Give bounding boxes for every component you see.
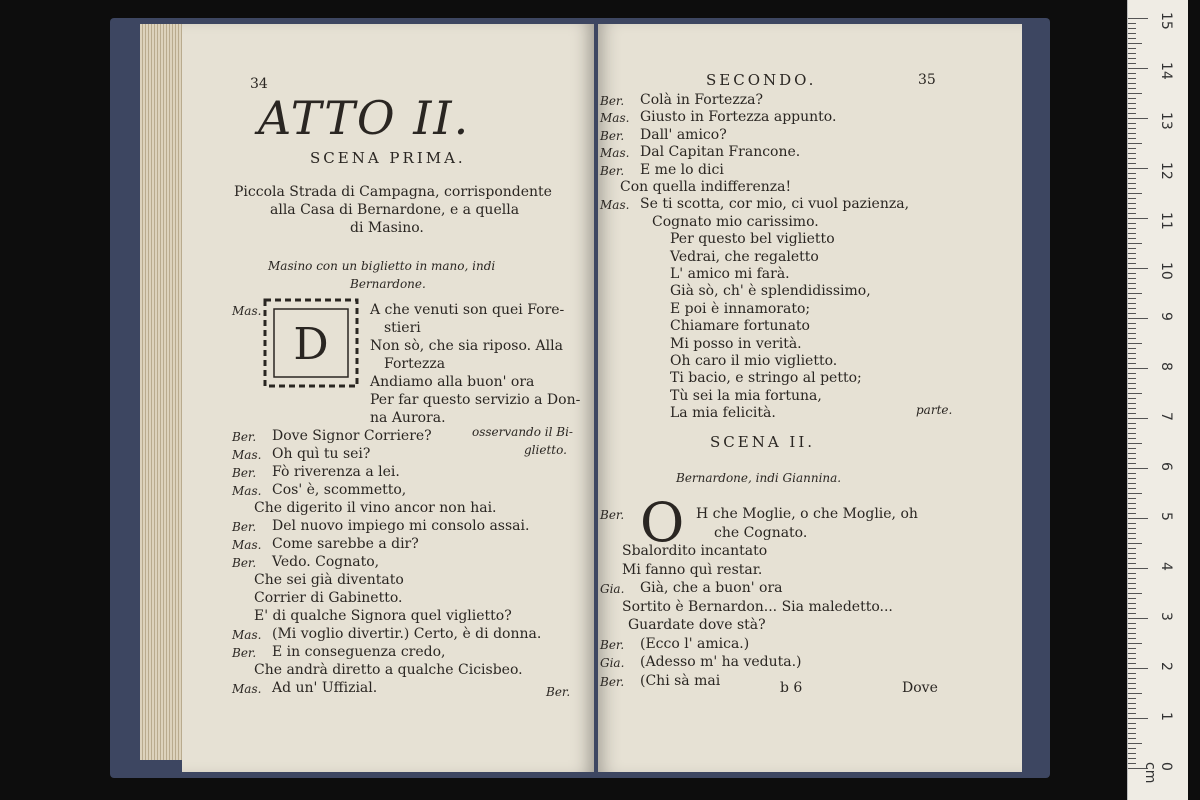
ruler-tick: [1128, 118, 1148, 119]
setting-line: Piccola Strada di Campagna, corrispondente: [234, 184, 552, 200]
dialogue-line: H che Moglie, o che Moglie, oh: [696, 506, 918, 522]
dialogue-line: Sortito è Bernardon... Sia maledetto...: [622, 598, 893, 615]
ruler-tick: [1128, 248, 1136, 249]
ruler-tick: [1128, 593, 1142, 594]
ruler-tick: [1128, 363, 1136, 364]
ruler-tick: [1128, 278, 1136, 279]
ruler-tick: [1128, 263, 1136, 264]
dialogue-line: Che andrà diretto a qualche Cicisbeo.: [254, 662, 523, 678]
ruler-tick: [1128, 453, 1136, 454]
ruler-tick: [1128, 313, 1136, 314]
ruler-tick: [1128, 368, 1148, 369]
ruler-tick: [1128, 403, 1136, 404]
ruler-tick: [1128, 143, 1142, 144]
stage-aside: glietto.: [524, 443, 567, 457]
running-header: SECONDO.: [706, 71, 817, 89]
dialogue-line: Vedrai, che regaletto: [670, 248, 819, 265]
dialogue-line: Ad un' Uffizial.: [272, 680, 378, 696]
dialogue-line: E me lo dici: [640, 161, 724, 178]
ruler-tick: [1128, 548, 1136, 549]
speaker-label: Ber.: [600, 637, 625, 652]
ruler-tick: [1128, 43, 1142, 44]
dialogue-line: E poi è innamorato;: [670, 300, 811, 317]
ruler-tick: [1128, 748, 1136, 749]
ruler-tick: [1128, 643, 1142, 644]
ruler-tick: [1128, 448, 1136, 449]
dialogue-line: Dall' amico?: [640, 126, 727, 143]
ruler-tick: [1128, 318, 1148, 319]
ruler-tick: [1128, 273, 1136, 274]
catchword-right: Dove: [902, 680, 938, 696]
dialogue-line: Cognato mio carissimo.: [652, 213, 819, 230]
ruler-tick: [1128, 353, 1136, 354]
ruler-tick: [1128, 193, 1142, 194]
ruler-tick: [1128, 463, 1136, 464]
dialogue-line: stieri: [384, 320, 421, 336]
ruler-tick: [1128, 608, 1136, 609]
dialogue-line: Per questo bel viglietto: [670, 231, 835, 248]
ruler-tick: [1128, 703, 1136, 704]
ruler-tick: [1128, 658, 1136, 659]
dialogue-line: na Aurora.: [370, 410, 446, 426]
ruler-tick: [1128, 83, 1136, 84]
dialogue-line: Ti bacio, e stringo al petto;: [670, 370, 862, 387]
ruler-tick: [1128, 28, 1136, 29]
dialogue-line: Dove Signor Corriere?: [272, 428, 432, 444]
ruler-number: 4: [1158, 562, 1174, 571]
dialogue-line: Fortezza: [384, 356, 446, 372]
ruler-tick: [1128, 428, 1136, 429]
ruler-tick: [1128, 98, 1136, 99]
ruler-tick: [1128, 78, 1136, 79]
ruler-tick: [1128, 238, 1136, 239]
ruler-tick: [1128, 523, 1136, 524]
ruler-tick: [1128, 648, 1136, 649]
ruler-tick: [1128, 683, 1136, 684]
ruler-tick: [1128, 728, 1136, 729]
ruler-tick: [1128, 553, 1136, 554]
ruler-tick: [1128, 763, 1136, 764]
dialogue-line: (Ecco l' amica.): [640, 635, 750, 652]
exit-direction: parte.: [916, 403, 953, 417]
ruler-number: 11: [1158, 212, 1174, 230]
ruler-number: 7: [1158, 412, 1174, 421]
ruler-tick: [1128, 173, 1136, 174]
ruler-tick: [1128, 133, 1136, 134]
ruler-tick: [1128, 573, 1136, 574]
ruler-number: 15: [1158, 12, 1174, 30]
initial-letter-o: O: [640, 491, 685, 554]
ruler-tick: [1128, 418, 1148, 419]
ruler-tick: [1128, 578, 1136, 579]
speaker-label: Mas.: [232, 304, 262, 318]
ruler-tick: [1128, 598, 1136, 599]
ruler-tick: [1128, 733, 1136, 734]
ruler-tick: [1128, 158, 1136, 159]
dialogue-line: Colà in Fortezza?: [640, 92, 763, 108]
ruler-tick: [1128, 498, 1136, 499]
ruler-tick: [1128, 308, 1136, 309]
ruler-tick: [1128, 88, 1136, 89]
speaker-label: Ber.: [600, 508, 625, 522]
ruler-tick: [1128, 33, 1136, 34]
ruler-tick: [1128, 508, 1136, 509]
ruler-tick: [1128, 528, 1136, 529]
ruler-tick: [1128, 623, 1136, 624]
ruler-tick: [1128, 513, 1136, 514]
dialogue-line: Già sò, ch' è splendidissimo,: [670, 283, 871, 300]
speaker-label: Mas.: [232, 484, 262, 498]
ruler-tick: [1128, 168, 1148, 169]
stage-direction: Bernardone.: [350, 277, 426, 291]
dialogue-line: Andiamo alla buon' ora: [370, 374, 535, 390]
ruler-tick: [1128, 743, 1142, 744]
dialogue-line: Guardate dove stà?: [628, 617, 766, 633]
ruler-tick: [1128, 218, 1148, 219]
ruler-tick: [1128, 288, 1136, 289]
ruler-tick: [1128, 228, 1136, 229]
ruler-tick: [1128, 603, 1136, 604]
ruler-tick: [1128, 618, 1148, 619]
ruler-tick: [1128, 163, 1136, 164]
dialogue-line: Con quella indifferenza!: [620, 179, 792, 195]
ruler-tick: [1128, 328, 1136, 329]
speaker-label: Ber.: [600, 163, 625, 178]
speaker-label: Mas.: [600, 198, 630, 213]
dialogue-line: Mi fanno quì restar.: [622, 561, 763, 578]
speaker-label: Ber.: [232, 646, 257, 660]
ruler-tick: [1128, 58, 1136, 59]
signature-mark: b 6: [780, 680, 803, 696]
act-title: ATTO II.: [258, 91, 471, 145]
ruler-number: 8: [1158, 362, 1174, 371]
ruler-tick: [1128, 398, 1136, 399]
ruler-tick: [1128, 358, 1136, 359]
ruler-tick: [1128, 138, 1136, 139]
ruler-tick: [1128, 153, 1136, 154]
ruler-tick: [1128, 223, 1136, 224]
dialogue-line: A che venuti son quei Fore-: [370, 302, 565, 318]
ruler-tick: [1128, 413, 1136, 414]
dropcap-letter: D: [293, 319, 329, 370]
ruler-tick: [1128, 253, 1136, 254]
speaker-label: Ber.: [232, 520, 257, 534]
ruler-tick: [1128, 393, 1142, 394]
ruler-number: 14: [1158, 62, 1174, 80]
stage-direction-2: Bernardone, indi Giannina.: [676, 471, 842, 485]
ruler-tick: [1128, 613, 1136, 614]
ruler-tick: [1128, 713, 1136, 714]
ruler-number: 12: [1158, 162, 1174, 180]
dialogue-line: Che digerito il vino ancor non hai.: [254, 500, 497, 516]
ruler-tick: [1128, 373, 1136, 374]
ruler-tick: [1128, 718, 1148, 719]
dialogue-line: Chiamare fortunato: [670, 318, 810, 335]
ruler-tick: [1128, 533, 1136, 534]
speaker-label: Gia.: [600, 656, 625, 670]
ruler-tick: [1128, 73, 1136, 74]
ruler-tick: [1128, 298, 1136, 299]
dialogue-line: Sbalordito incantato: [622, 543, 768, 559]
ruler-number: 6: [1158, 462, 1174, 471]
ruler-tick: [1128, 323, 1136, 324]
ruler-tick: [1128, 53, 1136, 54]
stage-aside: osservando il Bi-: [472, 425, 573, 439]
dialogue-line: Dal Capitan Francone.: [640, 144, 801, 161]
ruler-number: 9: [1158, 312, 1174, 321]
ruler-tick: [1128, 258, 1136, 259]
speaker-label: Mas.: [232, 628, 262, 642]
speaker-label: Ber.: [232, 430, 257, 444]
ruler-number: 2: [1158, 662, 1174, 671]
speaker-label: Mas.: [232, 538, 262, 552]
dialogue-line: (Chi sà mai: [640, 672, 721, 689]
ornamental-dropcap: [262, 297, 360, 389]
ruler-tick: [1128, 178, 1136, 179]
ruler-tick: [1128, 23, 1136, 24]
ruler-tick: [1128, 348, 1136, 349]
dialogue-line: E' di qualche Signora quel viglietto?: [254, 608, 512, 624]
ruler-tick: [1128, 18, 1148, 19]
dialogue-line: Oh caro il mio viglietto.: [670, 353, 838, 369]
ruler-tick: [1128, 458, 1136, 459]
ruler-tick: [1128, 568, 1148, 569]
ruler-tick: [1128, 673, 1136, 674]
dialogue-line: Oh quì tu sei?: [272, 446, 371, 462]
dialogue-line: Mi posso in verità.: [670, 335, 802, 352]
ruler-tick: [1128, 483, 1136, 484]
ruler-tick: [1128, 148, 1136, 149]
dialogue-line: La mia felicità.: [670, 405, 776, 422]
ruler-tick: [1128, 693, 1142, 694]
ruler-tick: [1128, 338, 1136, 339]
ruler-tick: [1128, 108, 1136, 109]
dialogue-line: Tù sei la mia fortuna,: [670, 387, 822, 404]
speaker-label: Ber.: [232, 466, 257, 480]
ruler-tick: [1128, 408, 1136, 409]
right-page-number: 35: [918, 72, 936, 88]
ruler-tick: [1128, 188, 1136, 189]
speaker-label: Mas.: [600, 111, 630, 126]
ruler-tick: [1128, 678, 1136, 679]
setting-line: alla Casa di Bernardone, e a quella: [270, 202, 520, 218]
ruler-tick: [1128, 93, 1142, 94]
ruler-tick: [1128, 758, 1136, 759]
ruler-tick: [1128, 473, 1136, 474]
ruler-tick: [1128, 588, 1136, 589]
ruler-tick: [1128, 633, 1136, 634]
ruler-tick: [1128, 243, 1142, 244]
ruler-tick: [1128, 638, 1136, 639]
ruler-tick: [1128, 663, 1136, 664]
ruler-tick: [1128, 68, 1148, 69]
scene-heading-2: SCENA II.: [710, 433, 816, 451]
dialogue-line: Se ti scotta, cor mio, ci vuol pazienza,: [640, 196, 910, 213]
speaker-label: Mas.: [232, 448, 262, 462]
ruler-tick: [1128, 123, 1136, 124]
dialogue-line: (Mi voglio divertir.) Certo, è di donna.: [272, 626, 542, 642]
ruler-tick: [1128, 538, 1136, 539]
ruler-tick: [1128, 423, 1136, 424]
ruler-tick: [1128, 203, 1136, 204]
ruler-tick: [1128, 383, 1136, 384]
ruler-tick: [1128, 63, 1136, 64]
dialogue-line: Come sarebbe a dir?: [272, 536, 419, 552]
ruler-tick: [1128, 268, 1148, 269]
ruler-tick: [1128, 303, 1136, 304]
dialogue-line: Che sei già diventato: [254, 572, 404, 588]
ruler-tick: [1128, 543, 1142, 544]
speaker-label: Gia.: [600, 582, 625, 596]
ruler-tick: [1128, 198, 1136, 199]
catchword: Ber.: [546, 685, 571, 699]
speaker-label: Mas.: [600, 146, 630, 161]
ruler-tick: [1128, 518, 1148, 519]
ruler-tick: [1128, 333, 1136, 334]
dialogue-line: Corrier di Gabinetto.: [254, 590, 403, 606]
ruler-tick: [1128, 103, 1136, 104]
ruler-tick: [1128, 433, 1136, 434]
dialogue-line: Giusto in Fortezza appunto.: [640, 109, 837, 126]
ruler-tick: [1128, 293, 1142, 294]
ruler-tick: [1128, 493, 1142, 494]
dialogue-line: (Adesso m' ha veduta.): [640, 654, 802, 670]
ruler-tick: [1128, 708, 1136, 709]
left-page-number: 34: [250, 76, 268, 92]
ruler-tick: [1128, 213, 1136, 214]
ruler-number: 3: [1158, 612, 1174, 621]
setting-line: di Masino.: [350, 220, 424, 236]
dialogue-line: Già, che a buon' ora: [640, 580, 783, 596]
ruler-tick: [1128, 343, 1142, 344]
measurement-ruler: [1127, 0, 1188, 800]
scene-heading: SCENA PRIMA.: [310, 149, 466, 167]
ruler-tick: [1128, 628, 1136, 629]
speaker-label: Ber.: [600, 674, 625, 689]
ruler-tick: [1128, 668, 1148, 669]
ruler-tick: [1128, 753, 1136, 754]
ruler-tick: [1128, 48, 1136, 49]
speaker-label: Ber.: [600, 94, 625, 108]
ruler-tick: [1128, 113, 1136, 114]
ruler-tick: [1128, 503, 1136, 504]
dialogue-line: Del nuovo impiego mi consolo assai.: [272, 518, 530, 534]
dialogue-line: Fò riverenza a lei.: [272, 464, 400, 480]
ruler-tick: [1128, 723, 1136, 724]
dialogue-line: E in conseguenza credo,: [272, 644, 446, 660]
dialogue-line: Per far questo servizio a Don-: [370, 392, 581, 408]
ruler-tick: [1128, 688, 1136, 689]
ruler-tick: [1128, 488, 1136, 489]
ruler-tick: [1128, 38, 1136, 39]
page-edges: [140, 24, 184, 760]
ruler-tick: [1128, 558, 1136, 559]
ruler-tick: [1128, 378, 1136, 379]
ruler-tick: [1128, 468, 1148, 469]
ruler-tick: [1128, 233, 1136, 234]
ruler-tick: [1128, 283, 1136, 284]
ruler-tick: [1128, 388, 1136, 389]
ruler-tick: [1128, 583, 1136, 584]
ruler-tick: [1128, 208, 1136, 209]
ruler-tick: [1128, 443, 1142, 444]
dialogue-line: Vedo. Cognato,: [272, 554, 380, 570]
dialogue-line: che Cognato.: [714, 524, 808, 541]
ruler-tick: [1128, 563, 1136, 564]
ruler-tick: [1128, 128, 1136, 129]
dialogue-line: Cos' è, scommetto,: [272, 482, 407, 498]
ruler-number: 10: [1158, 262, 1174, 280]
dialogue-line: L' amico mi farà.: [670, 266, 790, 282]
ruler-tick: [1128, 698, 1136, 699]
speaker-label: Mas.: [232, 682, 262, 696]
stage-direction: Masino con un biglietto in mano, indi: [268, 259, 496, 273]
ruler-number: 0 cm: [1142, 762, 1174, 784]
ruler-tick: [1128, 438, 1136, 439]
dialogue-line: Non sò, che sia riposo. Alla: [370, 338, 563, 354]
ruler-tick: [1128, 478, 1136, 479]
ruler-tick: [1128, 738, 1136, 739]
speaker-label: Ber.: [600, 128, 625, 143]
ruler-number: 1: [1158, 712, 1174, 721]
ruler-number: 5: [1158, 512, 1174, 521]
ruler-tick: [1128, 653, 1136, 654]
speaker-label: Ber.: [232, 556, 257, 570]
ruler-number: 13: [1158, 112, 1174, 130]
ruler-tick: [1128, 183, 1136, 184]
